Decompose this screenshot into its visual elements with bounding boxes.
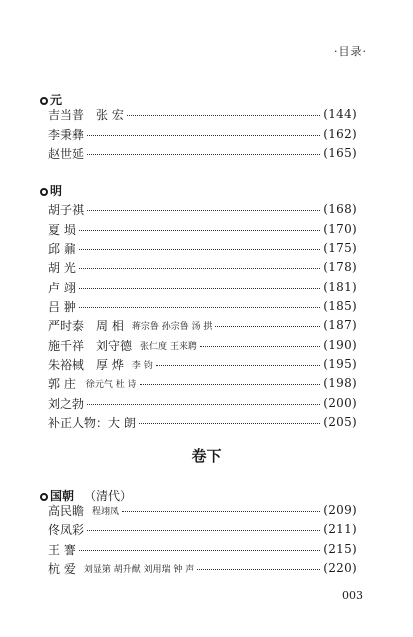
entry-name: 李秉彝 bbox=[48, 127, 85, 142]
entry-page: (165) bbox=[323, 146, 357, 160]
dot-leader bbox=[156, 364, 321, 366]
toc-entry[interactable] bbox=[48, 502, 357, 518]
dot-leader bbox=[87, 529, 320, 531]
toc-entry[interactable] bbox=[48, 259, 357, 275]
entry-name: 夏 埙 bbox=[48, 222, 76, 237]
entry-co-names: 徐元气 杜 诗 bbox=[85, 379, 137, 390]
entry-name: 王 謇 bbox=[48, 542, 76, 557]
toc-entry[interactable] bbox=[48, 541, 357, 557]
entry-extra-name: 周 相 bbox=[96, 318, 124, 333]
entry-name: 补正人物：大 朗 bbox=[48, 415, 136, 430]
dot-leader bbox=[79, 267, 320, 269]
section-subheading: （清代） bbox=[84, 489, 133, 503]
dot-leader bbox=[79, 306, 320, 308]
circle-bullet-icon bbox=[40, 97, 48, 105]
toc-entry[interactable] bbox=[48, 395, 357, 411]
entry-co-names: 刘显第 胡升猷 刘用瑞 钟 声 bbox=[83, 564, 195, 575]
toc-entry[interactable] bbox=[48, 298, 357, 314]
toc-entry[interactable] bbox=[48, 356, 357, 372]
dot-leader bbox=[79, 549, 320, 551]
dot-leader bbox=[139, 422, 320, 424]
entry-page: (215) bbox=[323, 542, 357, 556]
toc-entry[interactable] bbox=[48, 221, 357, 237]
page-number: 003 bbox=[342, 589, 363, 602]
entry-page: (144) bbox=[323, 107, 357, 121]
dot-leader bbox=[87, 153, 320, 155]
section-heading-label: 明 bbox=[50, 184, 63, 198]
entry-page: (211) bbox=[323, 522, 357, 536]
entry-name: 赵世延 bbox=[48, 146, 85, 161]
entry-name: 高民瞻 bbox=[48, 503, 85, 518]
entry-name: 刘之勃 bbox=[48, 396, 85, 411]
running-head: ·目录· bbox=[334, 45, 367, 58]
entry-name: 卢 翊 bbox=[48, 280, 76, 295]
entry-extra-name: 厚 烨 bbox=[96, 357, 124, 372]
dot-leader bbox=[79, 248, 320, 250]
dot-leader bbox=[127, 114, 320, 116]
toc-entry[interactable] bbox=[48, 240, 357, 256]
toc-entry[interactable] bbox=[48, 279, 357, 295]
circle-bullet-icon bbox=[40, 188, 48, 196]
dot-leader bbox=[197, 568, 320, 570]
entry-page: (209) bbox=[323, 503, 357, 517]
entry-page: (162) bbox=[323, 127, 357, 141]
entry-page: (200) bbox=[323, 396, 357, 410]
toc-entry[interactable] bbox=[48, 521, 357, 537]
dot-leader bbox=[87, 209, 320, 211]
entry-name: 吕 翀 bbox=[48, 299, 76, 314]
toc-entry[interactable] bbox=[48, 201, 357, 217]
section-heading-label: 元 bbox=[50, 93, 63, 107]
section-heading-label: 国朝 bbox=[50, 489, 75, 503]
entry-extra-name: 刘守德 bbox=[96, 338, 133, 353]
dot-leader bbox=[215, 325, 320, 327]
entry-name: 施千祥 bbox=[48, 338, 85, 353]
entry-name: 杭 爱 bbox=[48, 561, 76, 576]
entry-extra-name: 张 宏 bbox=[96, 107, 124, 122]
entry-name: 吉当普 bbox=[48, 107, 85, 122]
toc-entry[interactable] bbox=[48, 414, 357, 430]
dot-leader bbox=[200, 345, 320, 347]
volume-title: 卷下 bbox=[191, 447, 222, 465]
toc-entry[interactable] bbox=[48, 337, 357, 353]
entry-page: (190) bbox=[323, 338, 357, 352]
entry-co-names: 蒋宗鲁 孙宗鲁 汤 拱 bbox=[131, 321, 213, 332]
dot-leader bbox=[79, 229, 320, 231]
entry-name: 严时泰 bbox=[48, 318, 85, 333]
toc-entry[interactable] bbox=[48, 560, 357, 576]
entry-page: (168) bbox=[323, 202, 357, 216]
entry-name: 胡 光 bbox=[48, 260, 76, 275]
entry-page: (178) bbox=[323, 260, 357, 274]
circle-bullet-icon bbox=[40, 493, 48, 501]
entry-page: (205) bbox=[323, 415, 357, 429]
entry-name: 邱 鼐 bbox=[48, 241, 76, 256]
dot-leader bbox=[140, 383, 321, 385]
dot-leader bbox=[87, 134, 320, 136]
section-heading-ming bbox=[40, 182, 62, 199]
toc-entry[interactable] bbox=[48, 106, 357, 122]
entry-page: (170) bbox=[323, 222, 357, 236]
entry-co-names: 李 钧 bbox=[131, 360, 153, 371]
entry-page: (181) bbox=[323, 280, 357, 294]
toc-entry[interactable] bbox=[48, 126, 357, 142]
entry-name: 佟凤彩 bbox=[48, 522, 85, 537]
entry-name: 胡子祺 bbox=[48, 202, 85, 217]
toc-entry[interactable] bbox=[48, 317, 357, 333]
entry-page: (198) bbox=[323, 376, 357, 390]
entry-co-names: 张仁度 王来聘 bbox=[140, 341, 197, 352]
entry-page: (220) bbox=[323, 561, 357, 575]
entry-name: 朱裕棫 bbox=[48, 357, 85, 372]
entry-co-names: 程翊凤 bbox=[92, 506, 120, 517]
entry-page: (175) bbox=[323, 241, 357, 255]
dot-leader bbox=[122, 510, 320, 512]
dot-leader bbox=[87, 403, 320, 405]
entry-name: 郭 庄 bbox=[48, 376, 76, 391]
toc-entry[interactable] bbox=[48, 145, 357, 161]
entry-page: (185) bbox=[323, 299, 357, 313]
entry-page: (187) bbox=[323, 318, 357, 332]
entry-page: (195) bbox=[323, 357, 357, 371]
dot-leader bbox=[79, 287, 320, 289]
toc-entry[interactable] bbox=[48, 375, 357, 391]
